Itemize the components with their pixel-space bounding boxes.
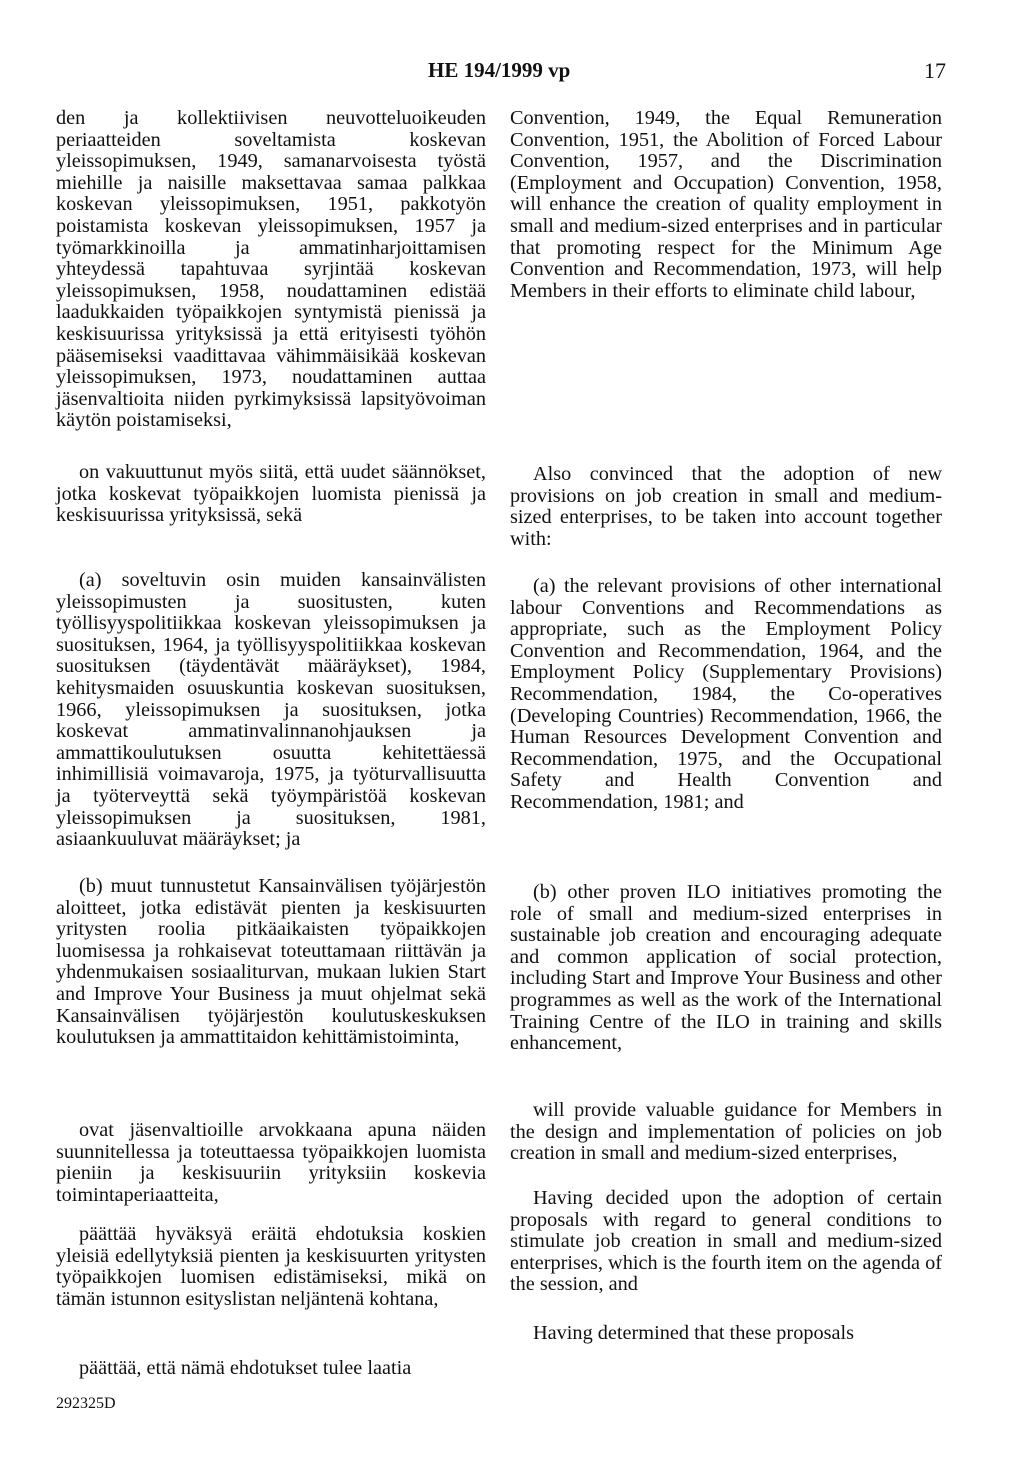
en-paragraph-3: (a) the relevant provisions of other international labour Conventions and Recommendations as appropriate, such as the Employment Policy Convention and Recommendation, 1964, and the Employment Policy (Supplementary Provisions) Recommendation, 1984, the Co-operatives (Developing Countries) Recommendation, 1966, the Human Resources Development Convention and Recommendation, 1975, and the Occupational Safety and Health Convention and Recommendation, 1981; and — [510, 575, 942, 813]
fi-paragraph-4: (b) muut tunnustetut Kansainvälisen työjärjestön aloitteet, jotka edistävät pienten ja keskisuurten yritysten roolia pitkäaikaisten työpaikkojen luomisessa ja rohkaisevat toteuttamaan riittävän ja yhdenmukaisen sosiaaliturvan, mukaan lukien Start and Improve Your Business ja muut ohjelmat sekä Kansainvälisen työjärjestön koulutuskeskuksen koulutuksen ja ammattitaidon kehittämistoiminta, — [56, 875, 486, 1049]
page-header — [0, 58, 1024, 88]
fi-paragraph-3: (a) soveltuvin osin muiden kansainvälisten yleissopimusten ja suositusten, kuten työllisyyspolitiikkaa koskevan yleissopimuksen ja suosituksen, 1964, ja työllisyyspolitiikkaa koskevan suosituksen (täydentävät määräykset), 1984, kehitysmaiden osuuskuntia koskevan suosituksen, 1966, yleissopimuksen ja suosituksen, jotka koskevat ammatinvalinnanohjauksen ja ammattikoulutuksen osuutta kehitettäessä inhimillisiä voimavaroja, 1975, ja työturvallisuutta ja työterveyttä sekä työympäristöä koskevan yleissopimuksen ja suosituksen, 1981, asiaankuuluvat määräykset; ja — [56, 569, 486, 851]
fi-paragraph-1: den ja kollektiivisen neuvotteluoikeuden periaatteiden soveltamista koskevan yleissopimuksen, 1949, samanarvoisesta työstä miehille ja naisille maksettavaa samaa palkkaa koskevan yleissopimuksen, 1951, pakkotyön poistamista koskevan yleissopimuksen, 1957 ja työmarkkinoilla ja ammatinharjoittamisen yhteydessä tapahtuvaa syrjintää koskevan yleissopimuksen, 1958, noudattaminen edistää laadukkaiden työpaikkojen syntymistä pienissä ja keskisuurissa yrityksissä ja että erityisesti työhön pääsemiseksi vaadittavaa vähimmäisikää koskevan yleissopimuksen, 1973, noudattaminen auttaa jäsenvaltioita niiden pyrkimyksissä lapsityövoiman käytön poistamiseksi, — [56, 107, 486, 432]
en-paragraph-6: Having decided upon the adoption of certain proposals with regard to general conditions to stimulate job creation in small and medium-sized enterprises, which is the fourth item on the agenda of the session, and — [510, 1187, 942, 1296]
fi-paragraph-2: on vakuuttunut myös siitä, että uudet säännökset, jotka koskevat työpaikkojen luomista pienissä ja keskisuurissa yrityksissä, sekä — [56, 461, 486, 527]
document-title: HE 194/1999 vp — [428, 58, 571, 82]
en-paragraph-4: (b) other proven ILO initiatives promoting the role of small and medium-sized enterprises in sustainable job creation and encouraging adequate and common application of social protection, including Start and Improve Your Business and other programmes as well as the work of the International Training Centre of the ILO in training and skills enhancement, — [510, 881, 942, 1055]
en-paragraph-2: Also convinced that the adoption of new provisions on job creation in small and medium-sized enterprises, to be taken into account together with: — [510, 463, 942, 550]
en-paragraph-7: Having determined that these proposals — [533, 1322, 855, 1344]
page-number: 17 — [924, 58, 946, 83]
fi-paragraph-7: päättää, että nämä ehdotukset tulee laatia — [79, 1357, 412, 1379]
fi-paragraph-6: päättää hyväksyä eräitä ehdotuksia koskien yleisiä edellytyksiä pienten ja keskisuurten yritysten työpaikkojen luomisen edistämiseksi, mikä on tämän istunnon esityslistan neljäntenä kohtana, — [56, 1223, 486, 1310]
en-paragraph-5: will provide valuable guidance for Members in the design and implementation of policies on job creation in small and medium-sized enterprises, — [510, 1099, 942, 1165]
en-paragraph-1: Convention, 1949, the Equal Remuneration Convention, 1951, the Abolition of Forced Labour Convention, 1957, and the Discrimination (Employment and Occupation) Convention, 1958, will enhance the creation of quality employment in small and medium-sized enterprises and in particular that promoting respect for the Minimum Age Convention and Recommendation, 1973, will help Members in their efforts to eliminate child labour, — [510, 107, 942, 302]
print-code: 292325D — [56, 1395, 116, 1412]
fi-paragraph-5: ovat jäsenvaltioille arvokkaana apuna näiden suunnitellessa ja toteuttaessa työpaikkojen luomista pieniin ja keskisuuriin yrityksiin koskevia toimintaperiaatteita, — [56, 1119, 486, 1206]
